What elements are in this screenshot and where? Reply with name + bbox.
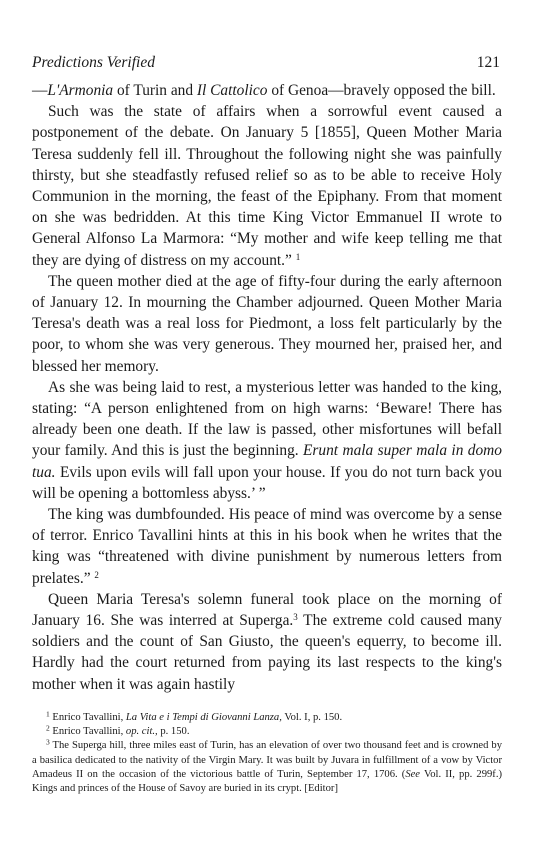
paragraph: Such was the state of affairs when a sorrowful event caused a postponement of the debate. On January 5 [1855], Queen Mother Maria Teresa suddenly fell ill. Throughout the following night she was painfully thirsty, but she steadfastly refused relief so as to be able to receive Holy Communion in the morning, the feast of the Epiphany. From that moment on she was bedridden. At this time King Victor Emmanuel II wrote to General Alfonso La Marmora: “My mother and wife keep telling me that they are dying of distress on my account.” $^1$ (32, 103, 502, 269)
footnote-ref: 3 (293, 612, 298, 623)
footnote: $^3$ The Superga hill, three miles east of Turin, has an elevation of over two thousand feet and is crowned by a basilica dedicated to the nativity of the Virgin Mary. It was built by Juvara in fulfillment of a vow by Victor Amadeus II on the occasion of the victorious battle of Turin, September 17, 1706. (See Vol. II, pp. 299f.) Kings and princes of the House of Savoy are buried in its crypt. [Editor] (32, 737, 502, 794)
paragraph: The queen mother died at the age of fifty-four during the early afternoon of January 12. In mourning the Chamber adjourned. Queen Mother Maria Teresa's death was a real loss for Piedmont, a loss felt particularly by the poor, to whom she was very generous. They mourned her, praised her, and blessed her memory. (32, 272, 502, 375)
paragraph: The king was dumbfounded. His peace of mind was overcome by a sense of terror. Enrico Tavallini hints at this in his book when he writes that the king was “threatened with divine punishment by numerous letters from prelates.” $^2$ (32, 506, 502, 587)
running-header (32, 54, 502, 80)
paragraph: —L'Armonia of Turin and Il Cattolico of Genoa—bravely opposed the bill. (32, 82, 496, 99)
paragraph: As she was being laid to rest, a mysterious letter was handed to the king, stating: “A person enlightened from on high warns: ‘Beware! There has already been one death. If the law is passed, other misfortunes will befall your family. And this is just the beginning. Erunt mala super mala in domo tua. Evils upon evils will fall upon your house. If you do not turn back you will be opening a bottomless abyss.’ ” (32, 378, 502, 502)
footnotes (32, 711, 502, 796)
body-text (32, 80, 502, 695)
footnote: $^1$ Enrico Tavallini, La Vita e i Tempi di Giovanni Lanza, Vol. I, p. 150. (46, 709, 343, 723)
footnote-ref: 2 (94, 569, 99, 580)
paragraph: Queen Maria Teresa's solemn funeral took place on the morning of January 16. She was interred at Superga.$^3$ The extreme cold caused many soldiers and the count of San Giusto, the queen's equerry, to become ill. Hardly had the court returned from paying its last respects to the king's mother when it was again hastily (32, 590, 502, 693)
page-number: 121 (476, 54, 500, 71)
footnote-ref: 1 (295, 251, 301, 262)
book-page (32, 54, 502, 796)
running-title: Predictions Verified (32, 54, 155, 71)
footnote: $^2$ Enrico Tavallini, op. cit., p. 150. (46, 723, 190, 738)
